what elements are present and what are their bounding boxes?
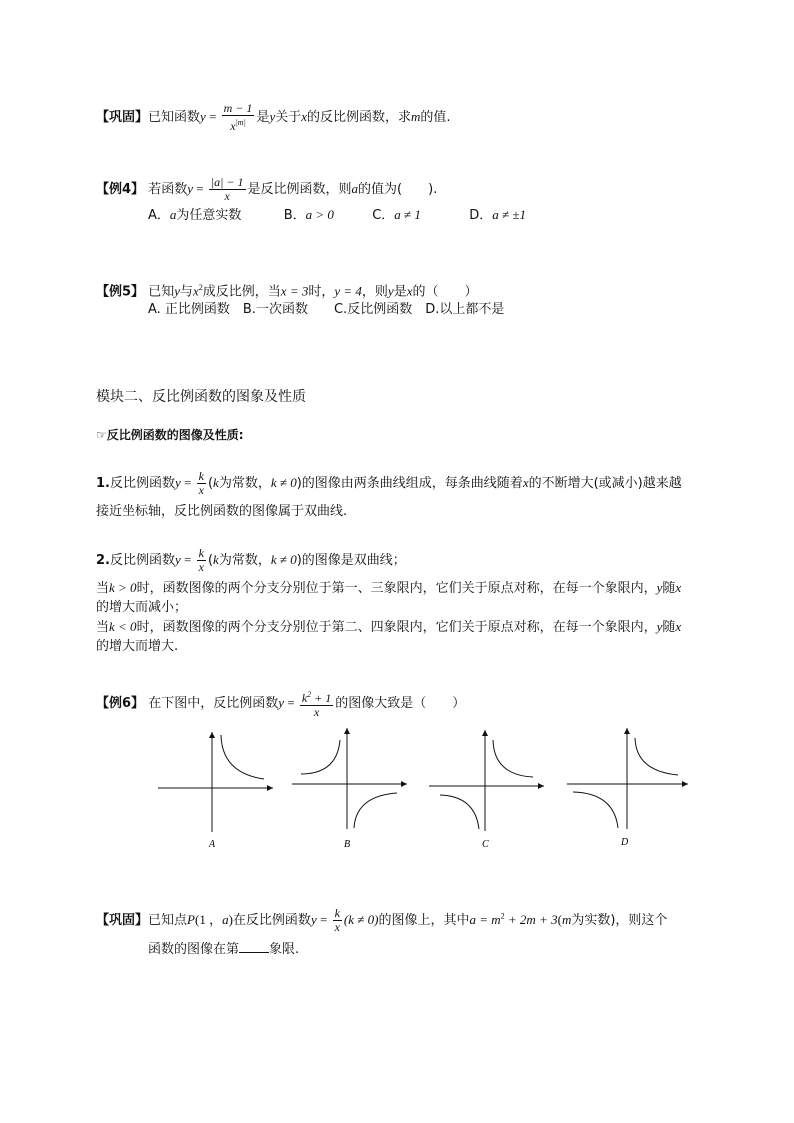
graph-c bbox=[429, 730, 544, 850]
question-tag: 【巩固】 bbox=[96, 913, 149, 928]
property-1: 1.反比例函数y = $\frac{k}{x}$ (k为常数，k ≠ 0)的图像由两条曲线组成，每条曲线随着x的不断增大(或减小)越来越 bbox=[96, 469, 682, 497]
option-d: D．a ≠ ±1 bbox=[469, 207, 526, 223]
module-2-title: 模块二、反比例函数的图象及性质 bbox=[96, 389, 306, 405]
example-4-question: 【例4】 若函数y = $\frac{|a| - 1}{x}$ 是反比例函数，则a的值为( ). bbox=[96, 175, 438, 203]
consolidate-question-1: 【巩固】已知函数y = $\frac{m - 1}{x^{|m|}}$ 是y关于x的反比例函数，求m的值. bbox=[96, 101, 451, 133]
fraction: $\frac{|a| - 1}{x}$ bbox=[210, 175, 244, 203]
fraction: $\frac{k}{x}$ bbox=[198, 546, 204, 574]
property-2-case-positive-line-2: 的增大而减小； bbox=[96, 600, 188, 615]
graph-label-b: B bbox=[344, 839, 351, 850]
module-2-subtitle: ☞反比例函数的图像及性质: bbox=[96, 428, 244, 442]
question-tag: 【例5】 bbox=[96, 284, 145, 300]
example-5-question: 【例5】 已知y与$x^2$成反比例，当x = 3时，y = 4，则y是x的（ ） bbox=[96, 283, 478, 300]
question-tag: 【例4】 bbox=[96, 182, 145, 197]
graph-a bbox=[158, 732, 273, 850]
option-b: B．a > 0 bbox=[283, 207, 334, 223]
example-5-options: A. 正比例函数 B.一次函数 C.反比例函数 D.以上都不是 bbox=[148, 302, 505, 317]
fraction: $\frac{k}{x}$ bbox=[334, 906, 340, 934]
example-6-question: 【例6】 在下图中，反比例函数y = $\frac{k^2 + 1}{x}$ 的图像大致是（ ） bbox=[96, 690, 466, 719]
property-2-case-negative-line-2: 的增大而增大. bbox=[96, 639, 179, 654]
property-1-line-2: 接近坐标轴，反比例函数的图像属于双曲线. bbox=[96, 504, 348, 519]
question-tag: 【例6】 bbox=[96, 696, 145, 711]
graph-d bbox=[567, 728, 688, 848]
graph-label-c: C bbox=[482, 839, 489, 850]
property-2-case-negative: 当k < 0时，函数图像的两个分支分别位于第二、四象限内，它们关于原点对称，在每一个象限内，y随x bbox=[96, 619, 682, 635]
option-a: A．a为任意实数 bbox=[148, 207, 242, 223]
example-4-options bbox=[148, 206, 526, 225]
property-2-case-positive: 当k > 0时，函数图像的两个分支分别位于第一、三象限内，它们关于原点对称，在每一个象限内，y随x bbox=[96, 580, 682, 596]
hyperbola-graphs bbox=[0, 725, 794, 855]
graph-label-d: D bbox=[621, 837, 629, 848]
consolidate-question-2: 【巩固】已知点P(1 ，a)在反比例函数y = $\frac{k}{x}$ (k ≠ 0)的图像上，其中$a = m^2 + 2m + 3(m$为实数)，则这个 bbox=[96, 906, 668, 934]
fraction: $\frac{k}{x}$ bbox=[198, 469, 204, 497]
question-tag: 【巩固】 bbox=[96, 110, 149, 125]
answer-blank[interactable] bbox=[239, 940, 269, 953]
property-2: 2.反比例函数y = $\frac{k}{x}$ (k为常数，k ≠ 0)的图像是双曲线； bbox=[96, 546, 406, 574]
fraction: $\frac{m - 1}{x^{|m|}}$ bbox=[223, 101, 253, 133]
graph-b bbox=[292, 728, 407, 850]
fraction: $\frac{k^2 + 1}{x}$ bbox=[301, 690, 332, 719]
consolidate-question-2-line-2: 函数的图像在第 象限. bbox=[148, 942, 300, 957]
graph-label-a: A bbox=[209, 839, 216, 850]
option-c: C．a ≠ 1 bbox=[372, 207, 421, 223]
